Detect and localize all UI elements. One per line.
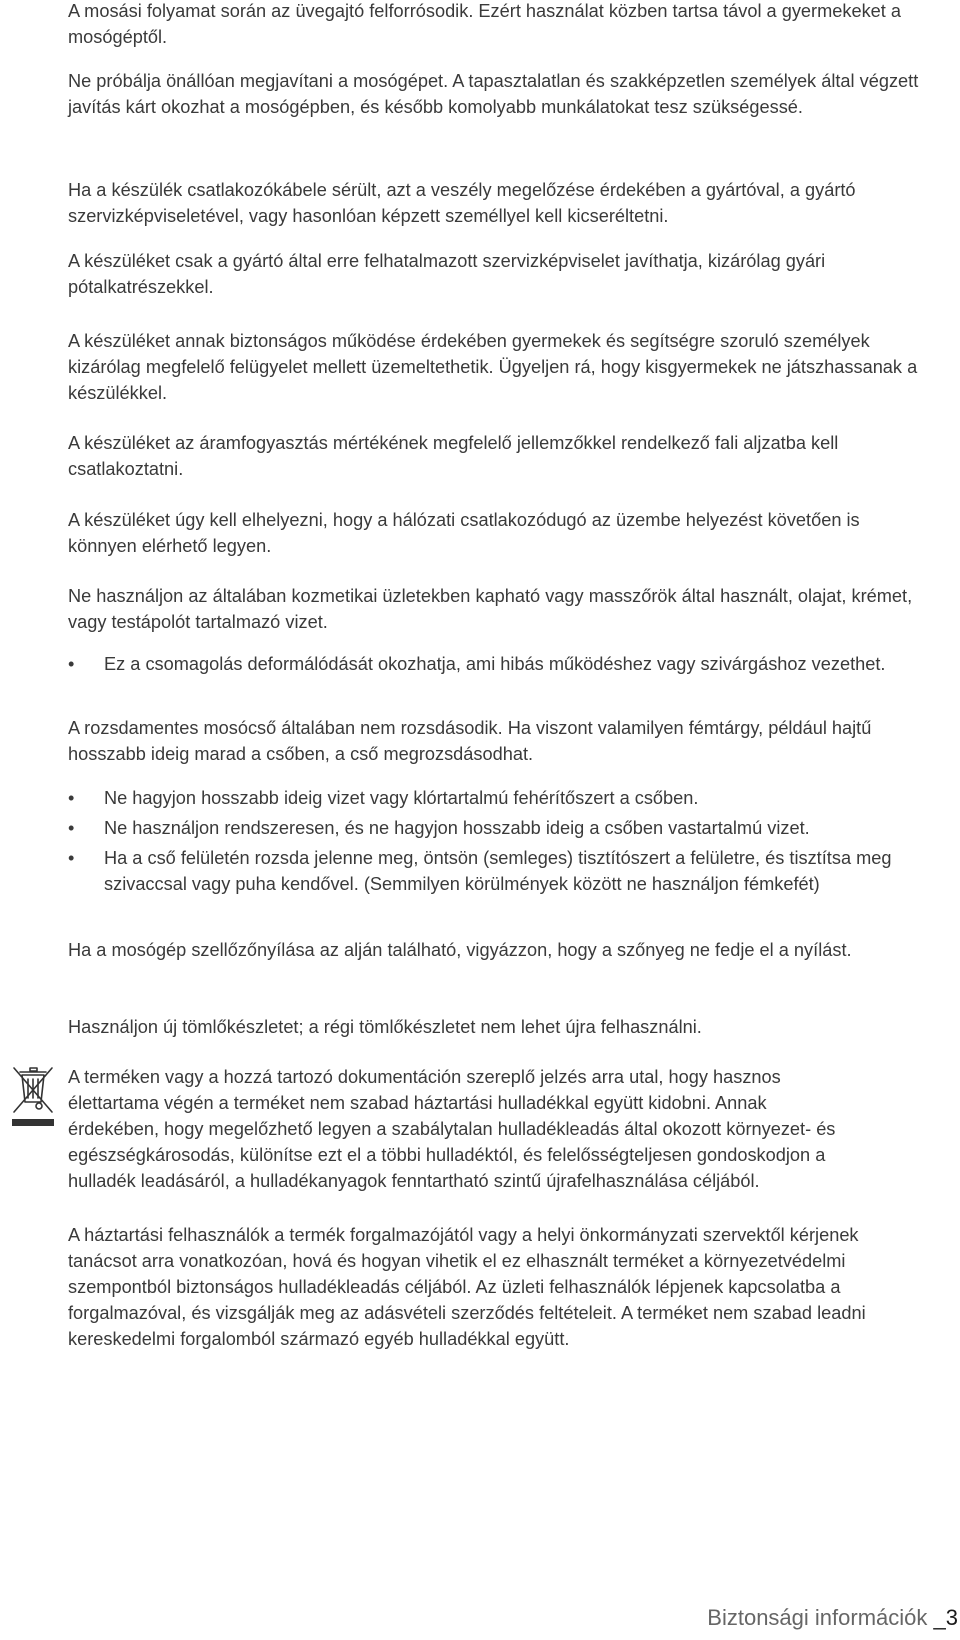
bullet-icon: • — [68, 848, 75, 868]
paragraph: Ha a mosógép szellőzőnyílása az alján található, vigyázzon, hogy a szőnyeg ne fedje el a nyílást. — [68, 940, 852, 960]
page-footer — [707, 1605, 958, 1631]
list-item — [68, 845, 904, 897]
page-number: _3 — [933, 1605, 958, 1630]
list-item — [68, 815, 924, 841]
paragraph: Ha a készülék csatlakozókábele sérült, azt a veszély megelőzése érdekében a gyártóval, a gyártó szervizképviseletével, vagy hasonlóan képzett személlyel kell kicseréltetni. — [68, 180, 856, 226]
paragraph: Ne próbálja önállóan megjavítani a mosógépet. A tapasztalatlan és szakképzetlen személyek által végzett javítás kárt okozhat a mosógépben, és később komolyabb munkálatokat tesz szükségessé. — [68, 71, 919, 117]
footer-section-title: Biztonsági információk — [707, 1605, 928, 1630]
list-item-text: Ez a csomagolás deformálódását okozhatja, ami hibás működéshez vagy szivárgáshoz vezethet. — [104, 654, 886, 674]
paragraph: A készüléket úgy kell elhelyezni, hogy a hálózati csatlakozódugó az üzembe helyezést követően is könnyen elérhető legyen. — [68, 510, 860, 556]
bullet-icon: • — [68, 654, 75, 674]
list-item-text: Ha a cső felületén rozsda jelenne meg, öntsön (semleges) tisztítószert a felületre, és tisztítsa meg szivaccsal vagy puha kendővel. (Semmilyen körülmények között ne használjon fémkefét) — [104, 848, 892, 894]
paragraph: A terméken vagy a hozzá tartozó dokumentáción szereplő jelzés arra utal, hogy hasznos élettartama végén a terméket nem szabad háztartási hulladékkal együtt kidobni. Annak érdekében, hogy megelőzhető legyen a szabálytalan hulladékleadás által okozott környezet- és egészségkárosodás, különítse ezt el a többi hulladéktól, és felelősségteljesen gondoskodjon a hulladék leadásáról, a hulladékanyagok fenntartható szintű újrafelhasználása céljából. — [68, 1067, 836, 1191]
bullet-icon: • — [68, 818, 75, 838]
paragraph: A készüléket csak a gyártó által erre felhatalmazott szervizképviselet javíthatja, kizárólag gyári pótalkatrészekkel. — [68, 251, 826, 297]
paragraph: A háztartási felhasználók a termék forgalmazójától vagy a helyi önkormányzati szervektől kérjenek tanácsot arra vonatkozóan, hová és hogyan vihetik el ez elhasznált terméket a környezetvédelmi szempontból biztonságos hulladékleadás céljából. Az üzleti felhasználók lépjenek kapcsolatba a forgalmazóval, és vizsgálják meg az adásvételi szerződés feltételeit. A terméket nem szabad leadni kereskedelmi forgalomból származó egyéb hulladékkal együtt. — [68, 1225, 866, 1349]
bullet-icon: • — [68, 788, 75, 808]
paragraph: A rozsdamentes mosócső általában nem rozsdásodik. Ha viszont valamilyen fémtárgy, például hajtű hosszabb ideig marad a csőben, a cső megrozsdásodhat. — [68, 718, 872, 764]
paragraph: A készüléket annak biztonságos működése érdekében gyermekek és segítségre szoruló személyek kizárólag megfelelő felügyelet mellett üzemeltethetik. Ügyeljen rá, hogy kisgyermekek ne játszhassanak a készülékkel. — [68, 331, 918, 403]
paragraph: A mosási folyamat során az üvegajtó felforrósodik. Ezért használat közben tartsa távol a gyermekeket a mosógéptől. — [68, 1, 902, 47]
list-item-text: Ne használjon rendszeresen, és ne hagyjon hosszabb ideig a csőben vastartalmú vizet. — [104, 818, 810, 838]
list-item — [68, 785, 924, 811]
crossed-out-wheelie-bin-icon — [10, 1066, 56, 1130]
list-item-text: Ne hagyjon hosszabb ideig vizet vagy klórtartalmú fehérítőszert a csőben. — [104, 788, 699, 808]
list-item — [68, 651, 924, 677]
paragraph: A készüléket az áramfogyasztás mértékének megfelelő jellemzőkkel rendelkező fali aljzatba kell csatlakoztatni. — [68, 433, 839, 479]
paragraph: Ne használjon az általában kozmetikai üzletekben kapható vagy masszőrök által használt, olajat, krémet, vagy testápolót tartalmazó vizet. — [68, 586, 913, 632]
paragraph: Használjon új tömlőkészletet; a régi tömlőkészletet nem lehet újra felhasználni. — [68, 1017, 702, 1037]
